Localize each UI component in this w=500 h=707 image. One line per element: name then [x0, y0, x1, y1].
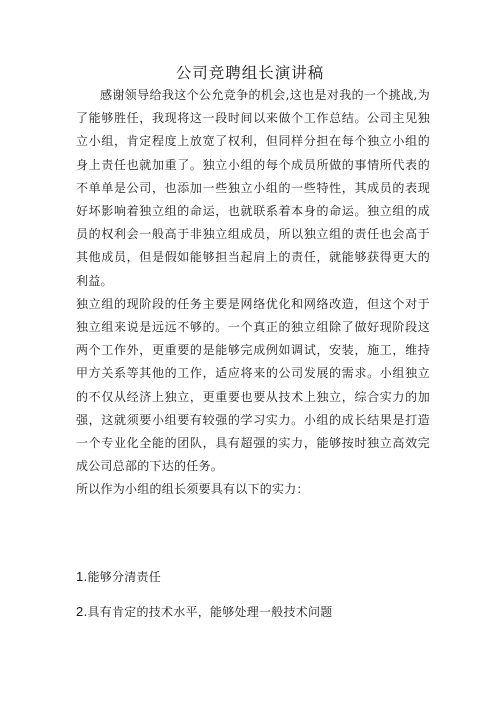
list-item-text: .能够分清责任 — [83, 570, 162, 584]
document-title: 公司竞聘组长演讲稿 — [175, 64, 325, 82]
list-item-number: 2 — [76, 604, 84, 619]
list-item-text: .具有肯定的技术水平，能够处理一般技术问题 — [83, 605, 333, 619]
document-body — [76, 84, 430, 502]
list-item-number: 1 — [76, 569, 84, 584]
paragraph-intro: 感谢领导给我这个公允竞争的机会,这也是对我的一个挑战,为了能够胜任，我现将这一段时间以来做个工作总结。公司主见独立小组，肯定程度上放宽了权利，但同样分担在每个独立小组的身上责任也就加重了。独立小组的每个成员所做的事情所代表的不单单是公司，也添加一些独立小组的一些特性，其成员的表现好坏影响着独立组的命运，也就联系着本身的命运。独立组的成员的权利会一般高于非独立组成员，所以独立组的责任也会高于其他成员，但是假如能够担当起肩上的责任，就能够获得更大的利益。 — [76, 88, 430, 288]
list-item-2 — [76, 603, 430, 620]
paragraph-requirements-intro: 所以作为小组的组长须要具有以下的实力： — [76, 482, 309, 497]
paragraph-tasks: 独立组的现阶段的任务主要是网络优化和网络改造，但这个对于独立组来说是远远不够的。一个真正的独立组除了做好现阶段这两个工作外，更重要的是能够完成例如调试，安装，施工，维持甲方关系等其他的工作，适应将来的公司发展的需求。小组独立的不仅从经济上独立，更重要也要从技术上独立，综合实力的加强，这就须要小组要有较强的学习实力。小组的成长结果是打造一个专业化全能的团队，具有超强的实力，能够按时独立高效完成公司总部的下达的任务。 — [76, 296, 430, 474]
list-item-1 — [76, 568, 430, 585]
